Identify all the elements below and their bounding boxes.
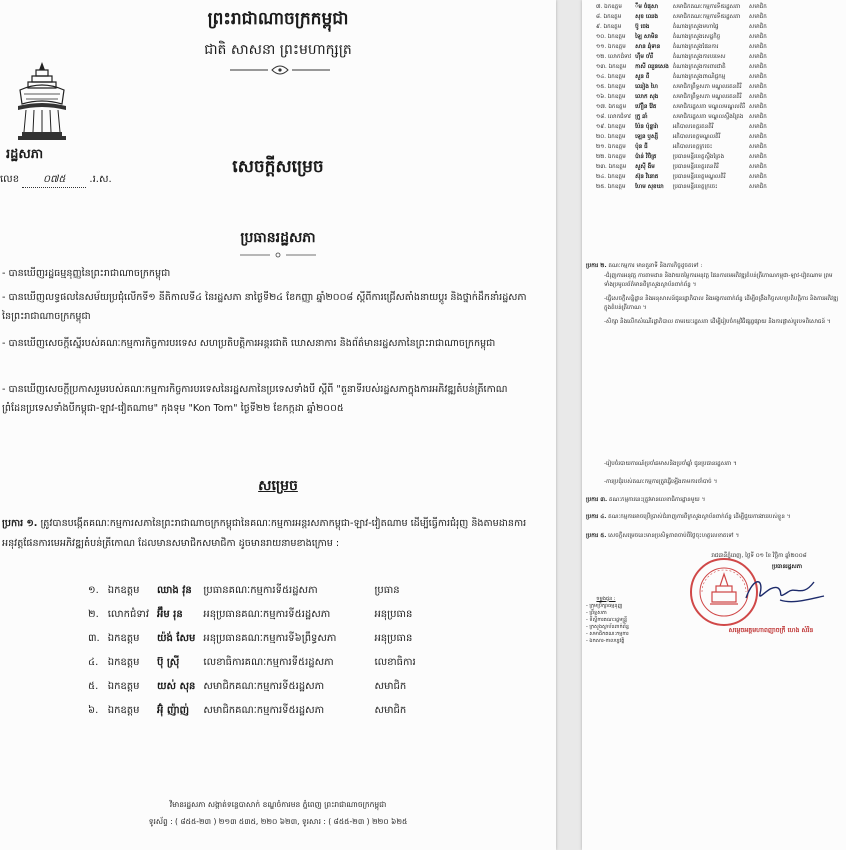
member-title: ឯកឧត្តម (107, 584, 140, 596)
member-role: សមាជិក (749, 134, 767, 140)
member-name: ហែម សុខឃា (635, 184, 664, 190)
member-number: ១៤. ឯកឧត្តម (596, 74, 626, 80)
consideration-1: - បានឃើញរដ្ឋធម្មនុញ្ញនៃព្រះរាជាណាចក្រកម្ពុជា (2, 268, 171, 279)
member-name: សួស៊ី ងីម (635, 164, 655, 170)
consideration-3: - បានឃើញសេចក្តីស្នើរបស់គណៈកម្មការកិច្ចការបរទេស សហប្រតិបត្តិការអន្តរជាតិ ឃោសនាការ និងព័ត៌មានរដ្ឋសភានៃព្រះរាជាណាចក្រកម្ពុជា (2, 338, 496, 349)
member-number: ៧. ឯកឧត្តម (596, 4, 622, 10)
member-role: សមាជិក (749, 14, 767, 20)
member-number: ៨. ឯកឧត្តម (596, 14, 622, 20)
small-divider-icon (240, 251, 316, 259)
recipients-block (586, 596, 686, 645)
article-2-text: គណៈកម្មការ មានតួនាទី និងភារកិច្ចដូចតទៅ : (608, 263, 703, 269)
ornament-divider-icon (230, 64, 330, 76)
member-position: អនុប្រធានគណៈកម្មការទី៦ព្រឹទ្ធសភា (203, 632, 337, 644)
member-title: ឯកឧត្តម (107, 704, 140, 716)
member-role: សមាជិក (749, 64, 767, 70)
recipient-item: - សមាជិកគណៈកម្មការ (586, 631, 629, 637)
member-position: តំណាងក្រសួងការបរទេស (672, 54, 726, 60)
member-position: សមាជិកគណៈកម្មការទី៥រដ្ឋសភា (672, 14, 741, 20)
institution-label: រដ្ឋសភា (6, 147, 44, 162)
member-row (582, 112, 769, 122)
kingdom-header: ព្រះរាជាណាចក្រកម្ពុជា (207, 9, 349, 29)
footer-contact: ទូរស័ព្ទ : ( ៨៥៥-២៣ ) ២១៣ ៥៣៥, ២២០ ៦២៣, ទូរសារ : ( ៨៥៥-២៣ ) ២២០ ៦២៥ (148, 817, 408, 826)
recipient-item: - ក្រសួងស្ថាប័នពាក់ព័ន្ធ (586, 624, 629, 630)
member-title: ឯកឧត្តម (107, 632, 140, 644)
member-name: ប៉ែន ប៉ុន្នារ៉ា (635, 124, 659, 130)
article-3-text: គណៈកម្មការនេះត្រូវមានលេខាធិការដ្ឋានមួយ ។ (608, 497, 706, 503)
member-row (84, 626, 420, 650)
article-5-text: សេចក្តីសម្រេចនេះមានប្រសិទ្ធភាពចាប់ពីថ្ងៃចុះហត្ថលេខាតទៅ ។ (608, 533, 740, 539)
member-role: អនុប្រធាន (374, 608, 413, 620)
member-role: សមាជិក (749, 114, 767, 120)
article-2-bullet-4: -រៀបចំរបាយការណ៍ប្រចាំឆមាសនិងប្រចាំឆ្នាំ ជូនប្រធានរដ្ឋសភា ។ (604, 461, 737, 467)
member-role: សមាជិក (749, 104, 767, 110)
member-position: តំណាងក្រសួងមហាផ្ទៃ (672, 24, 719, 30)
member-position: សមាជិករដ្ឋសភា មណ្ឌលមណ្ឌលគិរី (672, 104, 745, 110)
member-row (84, 602, 420, 626)
member-position: អភិបាលខេត្តមណ្ឌលគិរី (672, 134, 721, 140)
member-name: ស៊ុន វិនោត (635, 174, 659, 180)
members-table (84, 578, 420, 722)
member-role: សមាជិក (749, 144, 767, 150)
member-row (582, 172, 769, 182)
member-row (582, 22, 769, 32)
member-title: ឯកឧត្តម (107, 680, 140, 692)
member-number: ២១. ឯកឧត្តម (596, 144, 626, 150)
recipient-item: - ក្រុមប្រឹក្សាធម្មនុញ្ញ (586, 603, 623, 609)
member-number: ២៥. ឯកឧត្តម (596, 184, 626, 190)
member-name: សុខ ឈេង (635, 14, 659, 20)
member-position: អនុប្រធានគណៈកម្មការទី៥រដ្ឋសភា (203, 608, 331, 620)
royal-emblem-icon (14, 60, 70, 142)
member-name: ប៉ាន់ វិចិត្រ (635, 154, 657, 160)
member-title: លោកជំទាវ (107, 608, 149, 620)
member-title: ឯកឧត្តម (107, 656, 140, 668)
member-role: សមាជិក (749, 84, 767, 90)
article-2-bullet-3: -សិក្សា និងលើកសំណើរដ្ឋាភិបាល តាមរយៈរដ្ឋសភា ដើម្បីរៀបចំកម្មវិធីផ្សព្វផ្សាយ និងការផ្លាស់ប្តូរបទពិសោធន៍ ។ (604, 319, 831, 325)
member-name: យស់ សុន (157, 680, 196, 692)
member-row (582, 42, 769, 52)
member-name: ប៊ូ ចេង (635, 24, 650, 30)
member-name: ក្រូ ឆាំ (635, 114, 648, 120)
member-position: តំណាងក្រសួងសេដ្ឋកិច្ច (672, 34, 721, 40)
signing-date: រាជធានីភ្នំពេញ, ថ្ងៃទី ០១ ខែ វិច្ឆិកា ឆ្នាំ២០០៨ (711, 553, 807, 559)
member-row (582, 12, 769, 22)
article-2-bullet-5: -ការប្រជុំរបស់គណៈកម្មការត្រូវធ្វើឡើងតាមការចាំបាច់ ។ (604, 479, 718, 485)
member-position: សមាជិកព្រឹទ្ធសភា មណ្ឌលរតនគិរី (672, 84, 742, 90)
member-number: ១១. ឯកឧត្តម (596, 44, 626, 50)
member-name: ឹម ចំផុសា (635, 4, 659, 10)
member-position: សមាជិកគណៈកម្មការទី៥រដ្ឋសភា (203, 704, 325, 716)
member-row (582, 62, 769, 72)
member-name: លោក សុង (635, 94, 659, 100)
member-role: សមាជិក (749, 34, 767, 40)
article-5 (586, 532, 842, 541)
member-number: ២២. ឯកឧត្តម (596, 154, 626, 160)
member-row (582, 32, 769, 42)
signature-icon (740, 570, 830, 610)
member-position: ប្រធានមន្ទីរខេត្តមណ្ឌលគិរី (672, 174, 726, 180)
member-role: សមាជិក (749, 174, 767, 180)
member-row (582, 2, 769, 12)
motto: ជាតិ សាសនា ព្រះមហាក្សត្រ (204, 42, 352, 58)
member-number: ១៨. លោកជំទាវ (596, 114, 631, 120)
member-number: ២. (88, 608, 99, 620)
footer-address: វិមានរដ្ឋសភា សង្កាត់ទន្លេបាសាក់ ខណ្ឌចំការមន ភ្នំពេញ ព្រះរាជាណាចក្រកម្ពុជា (169, 800, 387, 809)
member-position: តំណាងក្រសួងផែនការ (672, 44, 719, 50)
member-role: ប្រធាន (374, 584, 400, 596)
member-row (84, 578, 420, 602)
article-2 (586, 262, 842, 271)
article-1-text: ត្រូវបានបង្កើតគណៈកម្មការសភានៃព្រះរាជាណាចក្រកម្ពុជានៃគណៈកម្មការអន្តរសភាកម្ពុជា-ឡាវ-វៀតណាម ដើម្បីធ្វើការជំរុញ និងតាមដានការអនុវត្តផែនការមេអភិវឌ្ឍតំបន់ត្រីកោណ ដែលមានសមាជិកសមាជិកា ដូចមានរាយនាមខាងក្រោម : (2, 518, 527, 549)
member-row (84, 650, 420, 674)
member-position: លេខាធិការគណៈកម្មការទី៥រដ្ឋសភា (203, 656, 334, 668)
member-row (582, 152, 769, 162)
article-4-text: គណៈកម្មការអាចប្រើប្រាស់ជំនាញការពីក្រសួងស្ថាប័នពាក់ព័ន្ធ ដើម្បីជួយការងាររបស់ខ្លួន ។ (608, 514, 791, 520)
member-number: ២៤. ឯកឧត្តម (596, 174, 626, 180)
member-name: ឈៀង ហៃ (635, 84, 658, 90)
member-name: អ៊ុំ ញ៉ាញ់ (157, 704, 190, 716)
member-number: ១២. លោកជំទាវ (596, 54, 632, 60)
member-row (84, 698, 420, 722)
member-number: ១៥. ឯកឧត្តម (596, 84, 626, 90)
member-row (84, 674, 420, 698)
article-1-label: ប្រការ ១. (2, 518, 38, 529)
article-4-label: ប្រការ ៤. (586, 514, 607, 520)
ref-number: ០៧៥ (22, 172, 86, 188)
member-position: សមាជិកព្រឹទ្ធសភា មណ្ឌលរតនគិរី (672, 94, 742, 100)
member-role: សមាជិក (749, 54, 767, 60)
member-role: សមាជិក (374, 704, 407, 716)
recipient-item: - ព្រឹទ្ធសភា (586, 610, 607, 616)
member-position: តំណាងក្រសួងការពារជាតិ (672, 64, 726, 70)
member-row (582, 162, 769, 172)
ref-suffix: .រ.ស. (89, 174, 112, 185)
member-name: ឈាង វុន (157, 584, 192, 596)
member-position: ប្រធានគណៈកម្មការទី៥រដ្ឋសភា (203, 584, 318, 596)
issuer-heading: ប្រធានរដ្ឋសភា (240, 230, 316, 246)
member-row (582, 72, 769, 82)
member-role: សមាជិក (749, 184, 767, 190)
members-continued-table (582, 2, 769, 192)
member-name: សាន ឆុំទាន (635, 44, 661, 50)
member-number: ១. (88, 584, 99, 596)
member-number: ១០. ឯកឧត្តម (596, 34, 626, 40)
member-row (582, 92, 769, 102)
member-row (582, 182, 769, 192)
member-name: កាសី ឈួនសេង (635, 64, 669, 70)
member-number: ៥. (88, 680, 99, 692)
member-name: ឡេន ឫស្សី (635, 134, 658, 140)
signatory-title: ប្រធានរដ្ឋសភា (771, 564, 803, 570)
ref-prefix: លេខ (0, 174, 20, 185)
member-name: ហ៊ឹម ចាំរី (635, 54, 654, 60)
document-title: សេចក្តីសម្រេច (232, 157, 324, 177)
member-row (582, 122, 769, 132)
recipient-item: - ឯកសារ-កាលប្បវត្តិ (586, 638, 625, 644)
article-1 (2, 514, 528, 554)
member-role: សមាជិក (749, 154, 767, 160)
member-row (582, 142, 769, 152)
member-role: សមាជិក (749, 164, 767, 170)
member-number: ១៩. ឯកឧត្តម (596, 124, 626, 130)
article-2-label: ប្រការ ២. (586, 263, 607, 269)
consideration-2: - បានឃើញលទ្ធផលនៃសម័យប្រជុំលើកទី១ នីតិកាលទី៤ នៃរដ្ឋសភា នាថ្ងៃទី២៤ ខែកញ្ញា ឆ្នាំ២០០៨ ស្តីពីការជ្រើសតាំងនាយប្តូរ និងថ្នាក់ដឹកនាំរដ្ឋសភានៃព្រះរាជាណាចក្រកម្ពុជា (2, 292, 527, 322)
member-role: សមាជិក (374, 680, 407, 692)
member-role: សមាជិក (749, 44, 767, 50)
member-name: យ៉ង់ សែម (157, 632, 196, 644)
member-role: លេខាធិការ (374, 656, 416, 668)
decision-heading: សម្រេច (258, 478, 298, 494)
member-row (582, 132, 769, 142)
member-name: សួន ពី (635, 74, 650, 80)
member-position: អភិបាលខេត្តរតនគិរី (672, 124, 714, 130)
member-number: ១៧. ឯកឧត្តម (596, 104, 627, 110)
member-number: ៩. ឯកឧត្តម (596, 24, 622, 30)
article-2-bullet-2: -ធ្វើសេចក្តីសន្និដ្ឋាន និងអនុសាសន៍ជូនរដ្ឋាភិបាល និងអង្គការពាក់ព័ន្ធ ដើម្បីពង្រឹងកិច្ចសហប្រតិបត្តិការ និងការអភិវឌ្ឍក្នុងតំបន់ត្រីកោណ ។ (604, 296, 839, 311)
member-role: សមាជិក (749, 4, 767, 10)
member-role: អនុប្រធាន (374, 632, 413, 644)
member-row (582, 82, 769, 92)
member-name: ឡៃ សាមិន (635, 34, 659, 40)
member-row (582, 102, 769, 112)
recipient-item: - ទីស្តីការគណៈរដ្ឋមន្ត្រី (586, 617, 628, 623)
member-number: ១៦. ឯកឧត្តម (596, 94, 626, 100)
member-role: សមាជិក (749, 94, 767, 100)
article-3 (586, 496, 842, 505)
member-position: តំណាងក្រសួងពាណិជ្ជកម្ម (672, 74, 726, 80)
document-page-2 (582, 0, 846, 850)
member-number: ២០. ឯកឧត្តម (596, 134, 626, 140)
member-name: ប៊ុ ស្រ៊ី (157, 656, 180, 668)
signatory-name: សម្តេចអគ្គមហាពញាចក្រី ហេង សំរិន (728, 627, 814, 634)
member-role: សមាជិក (749, 74, 767, 80)
member-role: សមាជិក (749, 24, 767, 30)
member-number: ៣. (88, 632, 100, 644)
member-position: ប្រធានមន្ទីរខេត្តស្ទឹងត្រែង (672, 154, 725, 160)
member-name: អ៊ឹម រុន (157, 608, 183, 620)
member-number: ៦. (88, 704, 99, 716)
member-number: ១៣. ឯកឧត្តម (596, 64, 627, 70)
member-row (582, 52, 769, 62)
recipients-heading: ចម្លងជូន : (596, 596, 616, 602)
member-position: អភិបាលខេត្តក្រចេះ (672, 144, 713, 150)
article-5-label: ប្រការ ៥. (586, 533, 607, 539)
member-position: សមាជិកគណៈកម្មការទី៥រដ្ឋសភា (203, 680, 325, 692)
article-2-bullet-1: -ជំរុញការអនុវត្ត ការតាមដាន និងវាយតម្លៃការអនុវត្ត ផែនការមេអភិវឌ្ឍតំបន់ត្រីកោណកម្ពុជា-ឡាវ-វៀតណាម ព្រមទាំងប្រមូលព័ត៌មានពីក្រសួងស្ថាប័នពាក់ព័ន្ធ ។ (604, 273, 833, 288)
member-number: ៤. (88, 656, 99, 668)
member-position: សមាជិករដ្ឋសភា មណ្ឌលស្ទឹងត្រែង (672, 114, 744, 120)
member-name: ហ៊ឿន វ៉ែត (635, 104, 657, 110)
article-3-label: ប្រការ ៣. (586, 497, 608, 503)
member-number: ២៣. ឯកឧត្តម (596, 164, 627, 170)
member-position: សមាជិកគណៈកម្មការទី៥រដ្ឋសភា (672, 4, 741, 10)
member-role: សមាជិក (749, 124, 767, 130)
member-position: ប្រធានមន្ទីរខេត្តរតនគិរី (672, 164, 719, 170)
article-4 (586, 513, 842, 522)
consideration-4: - បានឃើញសេចក្តីប្រកាសរួមរបស់គណៈកម្មការកិច្ចការបរទេសនៃរដ្ឋសភានៃប្រទេសទាំងបី ស្តីពី "តួនាទីរបស់រដ្ឋសភាក្នុងការអភិវឌ្ឍតំបន់ត្រីកោណព្រំដែនប្រទេសទាំងបីកម្ពុជា-ឡាវ-វៀតណាម" កុងទុម "Kon Tom" ថ្ងៃទី២២ ខែកក្កដា ឆ្នាំ២០០៥ (2, 384, 508, 414)
member-position: ប្រធានមន្ទីរខេត្តក្រចេះ (672, 184, 718, 190)
member-name: ប៉ុន ធី (635, 144, 648, 150)
